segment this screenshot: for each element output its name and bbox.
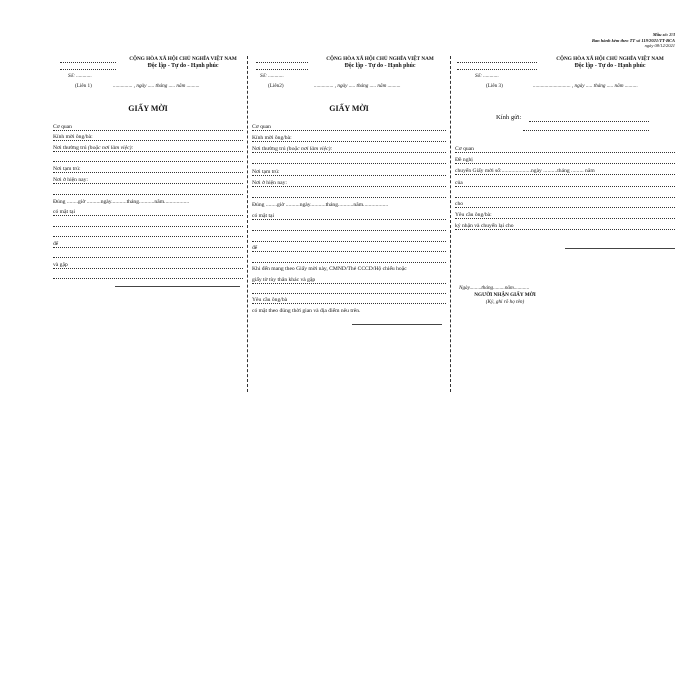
copy-3 bbox=[455, 0, 675, 400]
field-label: có mặt tại bbox=[53, 209, 76, 215]
agency-line bbox=[457, 69, 537, 70]
agency-line bbox=[60, 69, 116, 70]
field-meet bbox=[252, 277, 446, 285]
field-location bbox=[53, 209, 243, 217]
field-blank bbox=[53, 220, 243, 228]
field-request bbox=[455, 212, 675, 220]
field-label: Cơ quan bbox=[252, 124, 271, 130]
field-propose bbox=[455, 157, 675, 165]
fill-line bbox=[455, 207, 675, 208]
field-blank bbox=[53, 272, 243, 280]
fill-line bbox=[455, 186, 675, 187]
field-blank bbox=[455, 191, 675, 199]
issue-date: ............... , ngày ..... tháng ..... năm .......... bbox=[314, 83, 401, 89]
document-title: GIẤY MỜI bbox=[128, 104, 168, 113]
motto: Độc lập - Tự do - Hạnh phúc bbox=[147, 63, 219, 69]
cut-line-2 bbox=[450, 56, 451, 392]
fill-line bbox=[252, 186, 446, 187]
field-agency bbox=[252, 124, 446, 132]
field-request bbox=[252, 297, 446, 305]
copy-2 bbox=[252, 0, 446, 400]
field-current-address bbox=[53, 177, 243, 185]
field-agency bbox=[455, 146, 675, 154]
field-label bbox=[53, 145, 134, 151]
field-label: Nơi tạm trú: bbox=[53, 166, 81, 172]
document-number: Số: ............ bbox=[68, 73, 92, 79]
issue-date: ............................. , ngày ..... tháng ..... năm .......... bbox=[533, 83, 638, 89]
field-purpose bbox=[252, 245, 446, 253]
fill-line bbox=[53, 236, 243, 237]
field-label bbox=[252, 146, 333, 152]
fill-line bbox=[455, 218, 675, 219]
field-blank bbox=[252, 191, 446, 199]
nation-heading: CỘNG HÒA XÃ HỘI CHỦ NGHĨA VIỆT NAM bbox=[129, 56, 237, 62]
agency-line bbox=[256, 62, 308, 63]
recipient-line bbox=[523, 130, 649, 131]
field-temp-residence bbox=[252, 169, 446, 177]
fill-line bbox=[53, 130, 243, 131]
field-invitee bbox=[252, 135, 446, 143]
field-residence bbox=[53, 145, 243, 153]
field-blank bbox=[53, 188, 243, 196]
field-transfer bbox=[455, 168, 675, 176]
field-label-note: (hoặc nơi làm việc): bbox=[286, 146, 333, 152]
field-blank bbox=[252, 224, 446, 232]
nation-heading: CỘNG HÒA XÃ HỘI CHỦ NGHĨA VIỆT NAM bbox=[326, 56, 434, 62]
fill-line bbox=[252, 197, 446, 198]
attendance-note: có mặt theo đúng thời gian và địa điểm nêu trên. bbox=[252, 308, 361, 314]
signature-line bbox=[565, 248, 675, 249]
fill-line bbox=[252, 303, 446, 304]
field-label: Đề nghị bbox=[455, 157, 473, 163]
motto: Độc lập - Tự do - Hạnh phúc bbox=[344, 63, 416, 69]
document-number: Số: ............ bbox=[260, 73, 284, 79]
recipient-label: Kính gửi: bbox=[496, 114, 522, 121]
field-label: cho bbox=[455, 201, 464, 207]
fill-line bbox=[53, 215, 243, 216]
fill-line bbox=[252, 130, 446, 131]
fill-line bbox=[455, 174, 675, 175]
field-label: Yêu cầu ông/bà bbox=[252, 297, 288, 303]
signature-line bbox=[352, 324, 442, 325]
field-of bbox=[455, 180, 675, 188]
field-blank bbox=[53, 230, 243, 238]
field-for bbox=[455, 201, 675, 209]
field-label: Nơi ở hiện nay: bbox=[53, 177, 88, 183]
field-blank bbox=[53, 251, 243, 259]
field-blank bbox=[252, 235, 446, 243]
field-return-to bbox=[455, 223, 675, 231]
field-label: để bbox=[53, 241, 59, 247]
fill-line bbox=[53, 268, 243, 269]
field-invitee bbox=[53, 134, 243, 142]
fill-line bbox=[455, 152, 675, 153]
field-label: ký nhận và chuyển lại cho bbox=[455, 223, 514, 229]
form-number: Mẫu số: 2/3 bbox=[652, 32, 675, 37]
appointment-time: Đúng ........giờ ..........ngày...........tháng...........năm.................. bbox=[53, 199, 190, 205]
receipt-date: Ngày.........tháng.........năm............ bbox=[459, 285, 530, 291]
agency-line bbox=[60, 62, 116, 63]
field-label: giấy tờ tùy thân khác và gặp bbox=[252, 277, 316, 283]
agency-line bbox=[256, 69, 308, 70]
fill-line bbox=[252, 152, 446, 153]
fill-line bbox=[252, 251, 446, 252]
circular-reference: Ban hành kèm theo TT số 119/2021/TT-BCA bbox=[591, 37, 675, 43]
circular-date: ngày 08/12/2021 bbox=[644, 43, 675, 49]
fill-line bbox=[252, 219, 446, 220]
field-temp-residence bbox=[53, 166, 243, 174]
field-blank bbox=[252, 287, 446, 295]
field-label: Kính mời ông/bà: bbox=[53, 134, 93, 140]
fill-line bbox=[53, 161, 243, 162]
document-title: GIẤY MỜI bbox=[329, 104, 369, 113]
field-current-address bbox=[252, 180, 446, 188]
fill-line bbox=[252, 241, 446, 242]
field-label: Cơ quan bbox=[455, 146, 474, 152]
copy-1 bbox=[53, 0, 243, 400]
field-blank bbox=[252, 256, 446, 264]
fill-line bbox=[252, 262, 446, 263]
field-label: của bbox=[455, 180, 463, 186]
fill-line bbox=[53, 151, 243, 152]
field-label: Kính mời ông/bà: bbox=[252, 135, 292, 141]
recipient-line bbox=[529, 121, 649, 122]
appointment-time: Đúng ........giờ ..........ngày...........tháng...........năm.................. bbox=[252, 202, 389, 208]
motto: Độc lập - Tự do - Hạnh phúc bbox=[574, 63, 646, 69]
fill-line bbox=[53, 257, 243, 258]
fill-line bbox=[53, 140, 243, 141]
nation-heading: CỘNG HÒA XÃ HỘI CHỦ NGHĨA VIỆT NAM bbox=[556, 56, 664, 62]
document-number: Số: ............ bbox=[475, 73, 499, 79]
field-label-text: Nơi thường trú bbox=[53, 145, 87, 151]
cut-line-1 bbox=[247, 56, 248, 392]
fill-line bbox=[455, 197, 675, 198]
field-blank bbox=[252, 157, 446, 165]
fill-line bbox=[53, 226, 243, 227]
field-agency bbox=[53, 124, 243, 132]
signature-line bbox=[115, 286, 240, 287]
field-label: Cơ quan bbox=[53, 124, 72, 130]
fill-line bbox=[252, 230, 446, 231]
documents-note: Khi đến mang theo Giấy mời này, CMND/Thẻ CCCD/Hộ chiếu hoặc bbox=[252, 266, 407, 272]
fill-line bbox=[252, 141, 446, 142]
fill-line bbox=[252, 163, 446, 164]
fill-line bbox=[252, 293, 446, 294]
field-label: chuyển Giấy mời số:.....................ngày ..........tháng ......... năm bbox=[455, 168, 595, 174]
fill-line bbox=[455, 163, 675, 164]
field-meet bbox=[53, 262, 243, 270]
field-label: Nơi tạm trú: bbox=[252, 169, 280, 175]
copy-label: (Liên 1) bbox=[75, 83, 92, 89]
field-location bbox=[252, 213, 446, 221]
fill-line bbox=[53, 183, 243, 184]
issue-date: ............... , ngày ..... tháng ..... năm .......... bbox=[113, 83, 200, 89]
fill-line bbox=[53, 194, 243, 195]
fill-line bbox=[53, 172, 243, 173]
field-blank bbox=[53, 155, 243, 163]
field-purpose bbox=[53, 241, 243, 249]
copy-label: (Liên 3) bbox=[486, 83, 503, 89]
agency-line bbox=[457, 62, 537, 63]
fill-line bbox=[252, 175, 446, 176]
field-label: Nơi ở hiện nay: bbox=[252, 180, 287, 186]
field-label: có mặt tại bbox=[252, 213, 275, 219]
recipient-title: NGƯỜI NHẬN GIẤY MỜI bbox=[474, 292, 536, 298]
field-label: Yêu cầu ông/bà: bbox=[455, 212, 492, 218]
field-label-text: Nơi thường trú bbox=[252, 146, 286, 152]
copy-label: (Liên2) bbox=[268, 83, 284, 89]
fill-line bbox=[53, 278, 243, 279]
field-label-note: (hoặc nơi làm việc): bbox=[87, 145, 134, 151]
field-label: và gặp bbox=[53, 262, 68, 268]
fill-line bbox=[53, 247, 243, 248]
field-label: để bbox=[252, 245, 258, 251]
fill-line bbox=[252, 283, 446, 284]
fill-line bbox=[455, 229, 675, 230]
signature-instruction: (Ký, ghi rõ họ tên) bbox=[485, 299, 525, 305]
field-residence bbox=[252, 146, 446, 154]
